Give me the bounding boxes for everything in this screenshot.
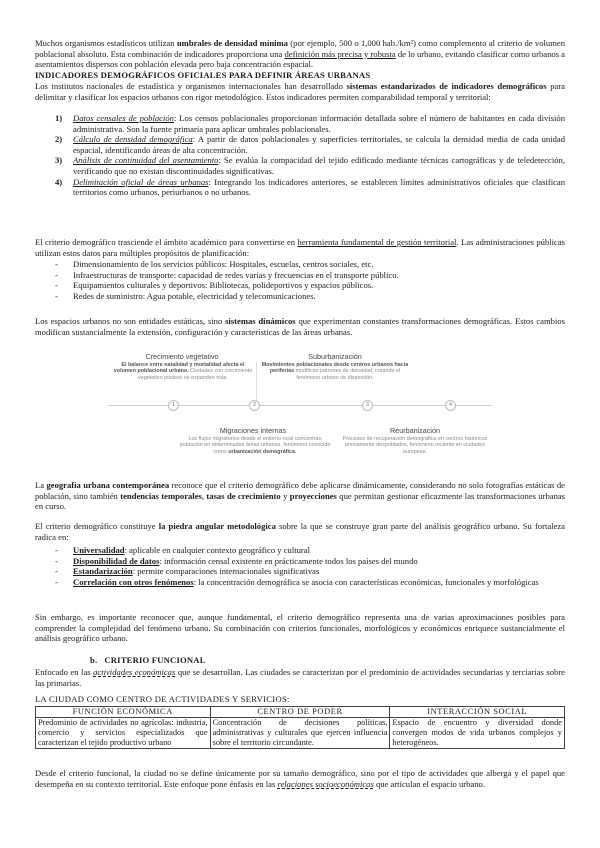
list-item: - Correlación con otros fenómenos: la concentración demográfica se asocia con características económicas, funcionales y morfológicas: [35, 577, 565, 588]
step-title: Suburbanización: [308, 352, 362, 361]
table-cell: Predominio de actividades no agrícolas: industria, comercio y servicios especializados que caracterizan el tejido productivo urbano: [36, 718, 211, 749]
uses-list: [35, 259, 565, 301]
step-description: El balance entre natalidad y mortalidad afecta el volumen poblacional urbano. Ciudades con crecimiento vegetativo positivo se expanden más.: [113, 362, 253, 381]
city-functions-table: [35, 706, 565, 749]
paragraph-contemporary-geography: La geografía urbana contemporánea reconoce que el criterio demográfico debe aplicarse dinámicamente, considerando no solo fotografías estáticas de población, sino también tendencias temporales, tasas de crecimiento y proyecciones que permitan gestionar eficazmente las transformaciones urbanas en curso.: [35, 480, 566, 512]
paragraph-territorial-management: El criterio demográfico trasciende el ámbito académico para convertirse en herramienta fundamental de gestión territorial. Las administraciones públicas utilizan estos datos para múltiples propósitos de planificación:: [35, 237, 566, 258]
paragraph-institutes: Los institutos nacionales de estadística y organismos internacionales han desarrollado sistemas estandarizados de indicadores demográficos para delimitar y clasificar los espacios urbanos con rigor metodológico. Estos indicadores permiten comparabilidad temporal y territorial:: [35, 81, 565, 102]
step-title: Crecimiento vegetativo: [145, 352, 219, 361]
heading-functional-criterion: b. CRITERIO FUNCIONAL: [90, 655, 206, 665]
paragraph-density-thresholds: Muchos organismos estadísticos utilizan umbrales de densidad mínima (por ejemplo, 500 o 1,000 hab./km²) como complemento al criterio de volumen poblacional absoluto. Esta combinación de indicadores proporciona una definición más precisa y robusta de lo urbano, evitando clasificar como urbanos a asentamientos dispersos con población elevada pero baja concentración espacial.: [35, 38, 566, 70]
list-item: 4) Delimitación oficial de áreas urbanas: Integrando los indicadores anteriores, se establecen límites administrativos oficiales que clasifican territorios como urbanos, periurbanos o no urbanos.: [55, 176, 566, 198]
column-header: CENTRO DE PODER: [210, 707, 390, 718]
table-cell: Concentración de decisiones políticas, administrativas y culturales que ejercen influencia sobre el territorio circundante.: [210, 718, 390, 749]
list-item: - Redes de suministro: Agua potable, electricidad y telecomunicaciones.: [35, 291, 565, 302]
column-header: FUNCIÓN ECONÓMICA: [36, 707, 211, 718]
step-marker: 1: [168, 400, 179, 411]
step-marker: 3: [362, 400, 373, 411]
step-description: Los flujos migratorios desde el entorno rural concentran población en determinadas áreas urbanas, fenómeno conocido como urbanización demográfica.: [179, 436, 331, 455]
step-title: Reurbanización: [390, 426, 440, 435]
list-item: - Equipamientos culturales y deportivos: Bibliotecas, polideportivos y espacios públicos.: [35, 280, 565, 291]
list-item: - Universalidad: aplicable en cualquier contexto geográfico y cultural: [35, 545, 565, 556]
indicator-list: [35, 113, 565, 198]
demographic-processes-diagram: [108, 352, 492, 470]
table-title: LA CIUDAD COMO CENTRO DE ACTIVIDADES Y SERVICIOS:: [35, 694, 290, 704]
paragraph-functional-definition: Desde el criterio funcional, la ciudad no se define únicamente por su tamaño demográfico, sino por el tipo de actividades que alberga y el papel que desempeña en su contexto territorial. Este enfoque pone énfasis en las relaciones socioeconómicas que articulan el espacio urbano.: [35, 768, 565, 789]
paragraph-however: Sin embargo, es importante reconocer que, aunque fundamental, el criterio demográfico representa una de varias aproximaciones posibles para comprender la complejidad del fenómeno urbano. Su combinación con criterios funcionales, morfológicos y económicos enriquece sustancialmente el análisis geográfico urbano.: [35, 612, 565, 644]
step-description: Procesos de recuperación demográfica en centros históricos previamente despoblados, fenómeno reciente en ciudades europeas.: [342, 436, 488, 455]
list-item: 3) Análisis de continuidad del asentamiento: Se evalúa la compacidad del tejido edificado mediante técnicas cartográficas y de teledetección, verificando que no existan discontinuidades significativas.: [55, 155, 565, 176]
list-item: - Infraestructuras de transporte: capacidad de redes varias y frecuencias en el transporte público.: [35, 270, 565, 281]
step-description: Movimientos poblacionales desde centros urbanos hacia periferias modifican patrones de densidad, creando el fenómeno urbano de dispersión.: [261, 362, 409, 381]
heading-indicators: INDICADORES DEMOGRÁFICOS OFICIALES PARA DEFINIR ÁREAS URBANAS: [35, 70, 371, 80]
divider: [256, 362, 257, 400]
list-item: - Estandarización: permite comparaciones internacionales significativas: [35, 566, 565, 577]
timeline-line: [108, 405, 492, 406]
table-cell: Espacio de encuentro y diversidad donde convergen modos de vida urbanos complejos y heterogéneos.: [390, 718, 565, 749]
strengths-list: [35, 545, 565, 587]
list-item: - Dimensionamiento de los servicios públicos: Hospitales, escuelas, centros sociales, etc.: [35, 259, 565, 270]
paragraph-cornerstone: El criterio demográfico constituye la piedra angular metodológica sobre la que se construye gran parte del análisis geográfico urbano. Su fortaleza radica en:: [35, 521, 565, 542]
list-item: - Disponibilidad de datos: información censal existente en prácticamente todos los países del mundo: [35, 556, 565, 567]
table-header-row: [36, 707, 565, 718]
paragraph-dynamic-systems: Los espacios urbanos no son entidades estáticas, sino sistemas dinámicos que experimentan constantes transformaciones demográficas. Estos cambios modifican sustancialmente la extensión, configuración y características de las áreas urbanas.: [35, 316, 566, 337]
list-item: 1) Datos censales de población: Los censos poblacionales proporcionan información detallada sobre el número de habitantes en cada división administrativa. Son la fuente primaria para aplicar umbrales poblacionales.: [55, 113, 565, 134]
list-item: 2) Cálculo de densidad demográfica: A partir de datos poblacionales y superficies territoriales, se calcula la densidad media de cada unidad espacial, identificando áreas de alta concentración.: [55, 134, 565, 155]
step-marker: 4: [445, 400, 456, 411]
step-marker: 2: [249, 400, 260, 411]
paragraph-economic-activities: Enfocado en las actividades económicas que se desarrollan. Las ciudades se caracterizan por el predominio de actividades secundarias y terciarias sobre las primarias.: [35, 667, 565, 688]
step-title: Migraciones internas: [219, 426, 287, 435]
column-header: INTERACCIÓN SOCIAL: [390, 707, 565, 718]
table-row: [36, 718, 565, 749]
